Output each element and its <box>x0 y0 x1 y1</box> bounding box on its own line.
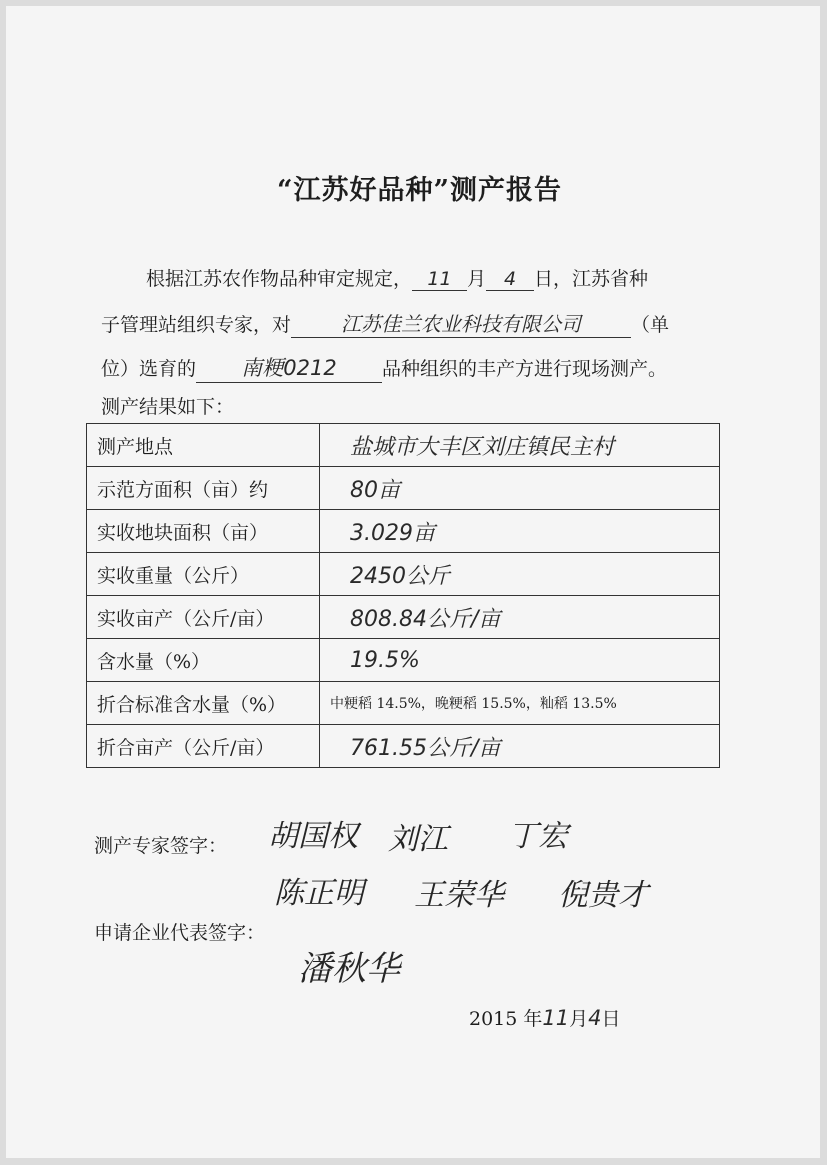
row-value: 中粳稻 14.5%，晚粳稻 15.5%，籼稻 13.5% <box>320 682 720 725</box>
row-value: 761.55公斤/亩 <box>320 725 720 768</box>
table-row <box>87 467 720 510</box>
intro-line-1: 根据江苏农作物品种审定规定， 11 月 4 日，江苏省种 <box>146 268 649 290</box>
day-field: 4 <box>486 268 534 291</box>
row-value: 3.029亩 <box>320 510 720 553</box>
row-label: 实收地块面积（亩） <box>87 510 320 553</box>
table-row <box>87 424 720 467</box>
row-label: 示范方面积（亩）约 <box>87 467 320 510</box>
report-date: 2015 年11月4日 <box>469 1006 621 1030</box>
month-field: 11 <box>412 268 467 291</box>
report-title: “江苏好品种”测产报告 <box>276 175 563 206</box>
variety-field: 南粳0212 <box>196 352 382 383</box>
intro-line-2: 子管理站组织专家，对 江苏佳兰农业科技有限公司 （单 <box>101 308 669 338</box>
row-label: 含水量（%） <box>87 639 320 682</box>
report-page <box>6 6 820 1158</box>
row-label: 实收亩产（公斤/亩） <box>87 596 320 639</box>
results-table <box>86 423 720 768</box>
table-row <box>87 510 720 553</box>
company-field: 江苏佳兰农业科技有限公司 <box>291 308 631 338</box>
experts-label: 测产专家签字： <box>94 835 228 857</box>
representative-signature: 潘秋华 <box>298 949 400 989</box>
row-value: 2450公斤 <box>320 553 720 596</box>
table-row <box>87 553 720 596</box>
table-row <box>87 596 720 639</box>
row-label: 测产地点 <box>87 424 320 467</box>
table-row <box>87 725 720 768</box>
expert-signature: 丁宏 <box>508 819 568 854</box>
intro-line-3: 位）选育的 南粳0212 品种组织的丰产方进行现场测产。 <box>101 352 667 383</box>
row-label: 折合亩产（公斤/亩） <box>87 725 320 768</box>
representative-label: 申请企业代表签字： <box>94 922 266 944</box>
row-value: 80亩 <box>320 467 720 510</box>
expert-signature: 陈正明 <box>274 876 364 911</box>
row-value: 808.84公斤/亩 <box>320 596 720 639</box>
row-value: 19.5% <box>320 639 720 682</box>
table-row <box>87 639 720 682</box>
expert-signature: 王荣华 <box>414 878 504 913</box>
table-row <box>87 682 720 725</box>
expert-signature: 倪贵才 <box>558 878 648 913</box>
expert-signature: 刘江 <box>388 822 448 857</box>
expert-signature: 胡国权 <box>268 819 358 854</box>
row-value: 盐城市大丰区刘庄镇民主村 <box>320 424 720 467</box>
row-label: 折合标准含水量（%） <box>87 682 320 725</box>
row-label: 实收重量（公斤） <box>87 553 320 596</box>
results-intro: 测产结果如下： <box>101 396 235 418</box>
